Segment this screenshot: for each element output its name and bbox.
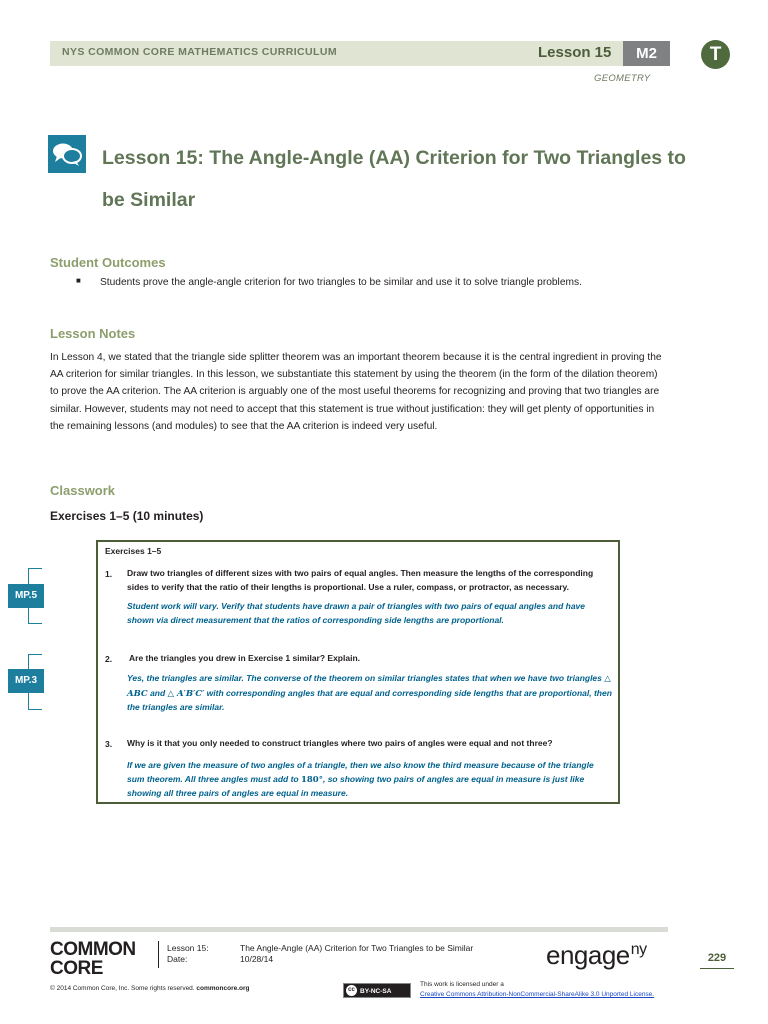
cc-license-badge: BY-NC-SA (343, 983, 411, 998)
subject-label: GEOMETRY (594, 73, 651, 84)
copyright-notice: © 2014 Common Core, Inc. Some rights reserved. commoncore.org (50, 985, 250, 992)
common-core-logo: COMMON CORE (50, 939, 136, 979)
outcome-item: Students prove the angle-angle criterion for two triangles to be similar and use it to solve triangle problems. (100, 277, 582, 288)
classwork-heading: Classwork (50, 483, 116, 498)
footer-date: 10/28/14 (240, 954, 274, 964)
license-link[interactable]: Creative Commons Attribution-NonCommercial-ShareAlike 3.0 Unported License. (420, 991, 655, 998)
license-notice: This work is licensed under a Creative Commons Attribution-NonCommercial-ShareAlike 3.0 Unported License. (420, 981, 655, 998)
footer-lesson-title: The Angle-Angle (AA) Criterion for Two Triangles to be Similar (240, 943, 474, 953)
exercise-answer: If we are given the measure of two angles of a triangle, then we also know the third measure because of the triangle sum theorem. All three angles must add to 180°, so showing two pairs of angles are equal in measure is just like showing all three pairs of angles are equal in measure. (127, 760, 594, 798)
math-triangle-abc-prime: △ A′B′C′ (167, 688, 205, 699)
curriculum-title: NYS COMMON CORE MATHEMATICS CURRICULUM (62, 46, 337, 58)
exercise-question: Are the triangles you drew in Exercise 1 similar? Explain. (129, 653, 361, 663)
footer-lesson-label: Lesson 15: (167, 943, 209, 953)
exercise-number: 2. (105, 654, 113, 664)
bullet-icon: ■ (76, 276, 81, 285)
mp5-tag: MP.5 (8, 584, 44, 608)
speech-bubbles-icon (48, 135, 86, 173)
exercise-number: 3. (105, 739, 113, 749)
mp3-tag: MP.3 (8, 669, 44, 693)
lesson-notes-paragraph: In Lesson 4, we stated that the triangle side splitter theorem was an important theorem because it is the central ingredient in proving the AA criterion for similar triangles. In this lesson, we substantiate this statement by using the theorem (in the form of the dilation theorem) to prove the AA criterion. The AA criterion is arguably one of the most useful theorems for recognizing and proving that two triangles are similar. However, students may not need to accept that this statement is true without justification: they will get plenty of opportunities in the remaining lessons (and modules) to see that the AA criterion is indeed very useful. (50, 352, 662, 432)
commoncore-link[interactable]: commoncore.org (196, 985, 250, 992)
exercises-heading: Exercises 1–5 (10 minutes) (50, 509, 204, 523)
exercises-box-title: Exercises 1–5 (105, 546, 162, 556)
footer-rule (50, 927, 668, 932)
student-outcomes-heading: Student Outcomes (50, 255, 166, 270)
lesson-title: Lesson 15: The Angle-Angle (AA) Criterion for Two Triangles to be Similar (102, 147, 686, 211)
lesson-notes-heading: Lesson Notes (50, 326, 136, 341)
page-number: 229 (707, 952, 727, 964)
module-badge: M2 (623, 41, 670, 66)
exercise-answer: Student work will vary. Verify that students have drawn a pair of triangles with two pairs of equal angles and have shown via direct measurement that the ratios of corresponding side lengths are proportional. (127, 601, 585, 625)
teacher-badge: T (701, 40, 730, 69)
page-number-rule (700, 968, 734, 969)
engageny-logo: engage$^{ny}$ (546, 940, 647, 970)
footer-date-label: Date: (167, 954, 188, 964)
exercise-answer: Yes, the triangles are similar. The converse of the theorem on similar triangles states that when we have two triangles △ ABC and △ A′B′C′ with corresponding angles that are equal and corresponding side lengths that are proportional, then the triangles are similar. (127, 673, 612, 712)
exercise-number: 1. (105, 569, 113, 579)
math-triangle-abc: △ ABC (127, 674, 611, 699)
exercise-question: Why is it that you only needed to construct triangles where two pairs of angles were equal and not three? (127, 738, 553, 748)
math-180-degrees: 180° (300, 774, 323, 785)
cc-icon: cc (346, 985, 357, 996)
lesson-label: Lesson 15 (538, 44, 612, 61)
footer-separator (158, 941, 159, 968)
exercise-question: Draw two triangles of different sizes with two pairs of equal angles. Then measure the lengths of the corresponding sides to verify that the ratio of their lengths is proportional. Use a ruler, compass, or protractor, as necessary. (127, 568, 594, 592)
